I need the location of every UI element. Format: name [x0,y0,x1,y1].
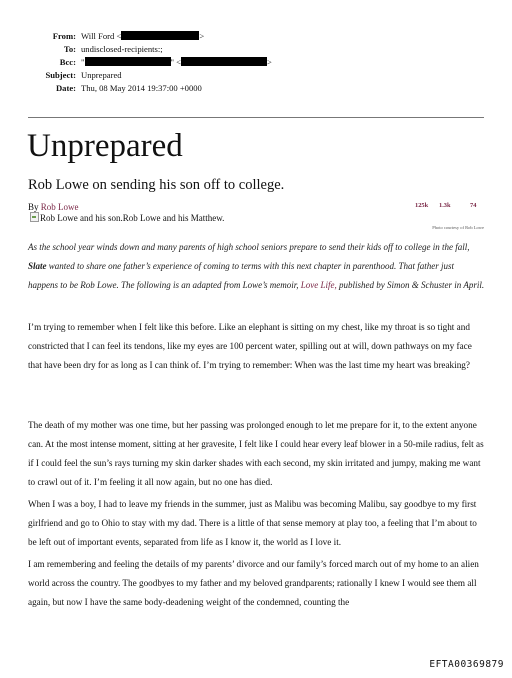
from-row [0,30,512,43]
image-caption-row [30,212,224,223]
to-value: undisclosed-recipients:; [81,44,163,54]
redaction-bar [121,31,199,40]
book-link[interactable]: Love Life, [300,280,337,290]
body-paragraph: The death of my mother was one time, but her passing was prolonged enough to let me prepare for it, to the extent anyone can. At the most intense moment, sitting at her gravesite, I felt like I could hear every leaf blower in a 50-mile radius, felt as if I could feel the sun’s rays turning my skin darker shades with each second, my skin irritated and jumpy, making me want to crawl out of it. I’m feeling it all now again, but no one has died. [28,420,484,487]
date-label: Date: [55,83,76,93]
broken-image-icon [30,212,39,222]
date-row [0,82,512,95]
from-value: Will Ford < [81,31,122,41]
bcc-label: Bcc: [59,57,76,67]
document-id: EFTA00369879 [429,659,504,670]
redaction-bar [85,57,171,66]
body-paragraph: I am remembering and feeling the details of my parents’ divorce and our family’s forced march out of my home to an alien world across the country. The goodbyes to my father and my beloved grandparents; rationally I knew I would see them all again, but now I have the same body-deadening weight of the condemned, counting the [28,559,479,607]
article-intro [28,238,486,295]
bcc-row [0,56,512,69]
subject-row [0,69,512,82]
byline [28,202,79,212]
intro-text: wanted to share one father’s experience of coming to terms with this next chapter in parenthood. That father just happens to be Rob Lowe. The following is an adapted from Lowe’s memoir, [28,261,454,290]
slate-name: Slate [28,261,47,271]
to-row [0,43,512,56]
photo-credit: Photo courtesy of Rob Lowe [432,225,484,230]
email-header [0,30,512,95]
intro-text: published by Simon & Schuster in April. [339,280,485,290]
date-value: Thu, 08 May 2014 19:37:00 +0000 [81,83,202,93]
image-caption: Rob Lowe and his Matthew. [122,213,225,223]
bcc-value: " [81,57,85,67]
divider [28,117,484,118]
body-paragraph: When I was a boy, I had to leave my friends in the summer, just as Malibu was becoming Malibu, say goodbye to my first girlfriend and go to Ohio to stay with my dad. There is a little of that sense memory at play too, a feeling that I’m about to be left out of important events, separated from life as I know it, the world as I love it. [28,499,477,547]
article-subtitle: Rob Lowe on sending his son off to college. [28,177,285,193]
twitter-share-count[interactable]: 1.3k [439,202,451,209]
from-tail: > [199,31,205,41]
facebook-share-count[interactable]: 125k [415,202,429,209]
author-link[interactable]: Rob Lowe [40,202,79,212]
image-alt-text: Rob Lowe and his son. [40,213,123,223]
bcc-mid: " < [170,57,182,67]
bcc-tail: > [267,57,272,67]
intro-text: As the school year winds down and many parents of high school seniors prepare to send their kids off to college in the fall, [28,242,470,252]
byline-prefix: By [28,202,39,212]
from-label: From: [52,31,76,41]
subject-label: Subject: [45,70,76,80]
comment-count[interactable]: 74 [470,202,477,209]
article-title: Unprepared [27,128,183,164]
body-paragraph: I’m trying to remember when I felt like this before. Like an elephant is sitting on my chest, like my throat is so tight and constricted that I can feel its tendons, like my eyes are 100 percent water, spilling out at will, down pathways on my face that have been dry for as long as I can think of. I’m trying to remember: When was the last time my heart was breaking? [28,322,472,370]
subject-value: Unprepared [81,70,122,80]
to-label: To: [63,44,76,54]
redaction-bar [181,57,267,66]
